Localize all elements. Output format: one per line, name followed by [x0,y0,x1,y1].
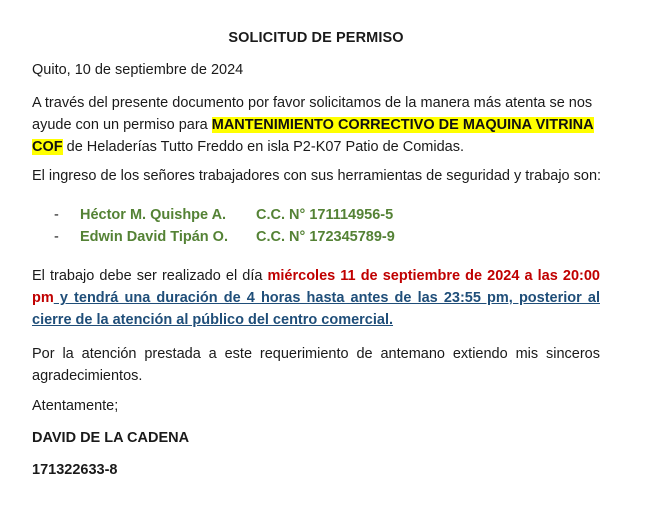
schedule-date: miércoles 11 de septiembre de 2024 a las 20:00 pm [32,268,600,306]
bullet-dash: - [54,207,59,223]
worker-name: Héctor M. Quishpe A. [80,207,227,223]
worker-id: C.C. N° 172345789-9 [256,229,395,245]
closing-line: Atentamente; [32,398,119,414]
list-item [54,226,395,248]
date-line: Quito, 10 de septiembre de 2024 [32,62,244,78]
thanks-paragraph: Por la atención prestada a este requerimiento de antemano extiendo mis sinceros agradecimientos. [32,346,600,384]
worker-id: C.C. N° 171114956-5 [256,207,394,223]
document-title: SOLICITUD DE PERMISO [228,30,404,46]
bullet-dash: - [54,229,59,245]
worker-entry [80,226,395,248]
schedule-duration: y tendrá una duración de 4 horas hasta antes de las 23:55 pm, posterior al cierre de la atención al público del centro comercial. [32,290,600,328]
workers-intro: El ingreso de los señores trabajadores con sus herramientas de seguridad y trabajo son: [32,168,602,184]
list-item [54,204,395,226]
intro-text-before: A través del presente documento por favor solicitamos de la manera más atenta se nos ayude con un permiso para [32,95,593,133]
worker-name: Edwin David Tipán O. [80,229,228,245]
workers-list [54,204,395,248]
signer-id: 171322633-8 [32,462,118,478]
schedule-paragraph [32,265,600,331]
intro-paragraph [32,92,600,158]
schedule-text-before: El trabajo debe ser realizado el día [32,268,268,284]
signer-name: DAVID DE LA CADENA [32,430,190,446]
intro-highlight: MANTENIMIENTO CORRECTIVO DE MAQUINA VITRINA COF [32,117,594,155]
worker-entry [80,204,393,226]
intro-text-after: de Heladerías Tutto Freddo en isla P2-K07 Patio de Comidas. [62,139,465,155]
